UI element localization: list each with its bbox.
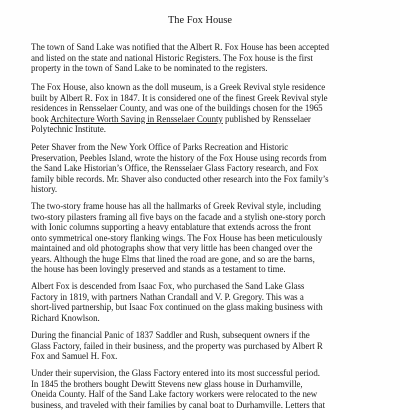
- text-line: built by Albert R. Fox in 1847. It is considered one of the finest Greek Revival style: [31, 93, 385, 104]
- text-line: Polytechnic Institute.: [31, 124, 385, 135]
- text-line-with-book-title: [31, 114, 385, 125]
- book-title-prefix: book: [31, 114, 50, 124]
- text-line: Factory in 1819, with partners Nathan Crandall and V. P. Gregory. This was a: [31, 292, 385, 303]
- text-line: The Fox House, also known as the doll museum, is a Greek Revival style residence: [31, 82, 385, 93]
- paragraph-albert-fox: [31, 281, 385, 323]
- text-line: Glass Factory, failed in their business, and the property was purchased by Albert R: [31, 341, 385, 352]
- text-line: the house has been lovingly preserved and stands as a testament to time.: [31, 264, 385, 275]
- paragraph-doll-museum: [31, 82, 385, 135]
- text-line: Preservation, Peebles Island, wrote the history of the Fox House using records from: [31, 153, 385, 164]
- text-line: the Sand Lake Historian’s Office, the Rensselaer Glass Factory research, and Fox: [31, 163, 385, 174]
- text-line: and listed on the state and national Historic Registers. The Fox house is the first: [31, 53, 385, 64]
- text-line: Under their supervision, the Glass Factory entered into its most successful period.: [31, 368, 385, 379]
- text-line: two-story pilasters framing all five bays on the facade and a stylish one-story porch: [31, 212, 385, 223]
- text-line: short-lived partnership, but Isaac Fox continued on the glass making business with: [31, 302, 385, 313]
- text-line: years. Although the huge Elms that lined the road are gone, and so are the barns,: [31, 254, 385, 265]
- paragraph-frame-house: [31, 201, 385, 275]
- text-line: Richard Knowlson.: [31, 313, 385, 324]
- paragraph-peter-shaver: [31, 142, 385, 195]
- text-line: family bible records. Mr. Shaver also conducted other research into the Fox family’s: [31, 174, 385, 185]
- text-line: During the financial Panic of 1837 Saddler and Rush, subsequent owners if the: [31, 330, 385, 341]
- document-title: The Fox House: [0, 15, 400, 27]
- book-title-suffix: published by Rensselaer: [223, 114, 311, 124]
- text-line: The two-story frame house has all the hallmarks of Greek Revival style, including: [31, 201, 385, 212]
- text-line: residences in Rensselaer County, and was one of the buildings chosen for the 1965: [31, 103, 385, 114]
- text-line: Oneida County. Half of the Sand Lake factory workers were relocated to the new: [31, 389, 385, 400]
- text-line: business, and traveled with their families by canal boat to Durhamville. Letters that: [31, 400, 385, 410]
- text-line: Albert Fox is descended from Isaac Fox, who purchased the Sand Lake Glass: [31, 281, 385, 292]
- text-line: Fox and Samuel H. Fox.: [31, 351, 385, 362]
- paragraph-registers: [31, 42, 385, 74]
- text-line: with Ionic columns supporting a heavy entablature that extends across the front: [31, 222, 385, 233]
- paragraph-panic-1837: [31, 330, 385, 362]
- text-line: history.: [31, 184, 385, 195]
- text-line: In 1845 the brothers bought Dewitt Stevens new glass house in Durhamville,: [31, 379, 385, 390]
- text-line: The town of Sand Lake was notified that the Albert R. Fox House has been accepted: [31, 42, 385, 53]
- text-line: maintained and old photographs show that very little has been changed over the: [31, 243, 385, 254]
- paragraph-successful-period: [31, 368, 385, 410]
- book-title-underlined: Architecture Worth Saving in Rensselaer County: [50, 114, 222, 124]
- text-line: Peter Shaver from the New York Office of Parks Recreation and Historic: [31, 142, 385, 153]
- text-line: property in the town of Sand Lake to be nominated to the registers.: [31, 63, 385, 74]
- text-line: onto symmetrical one-story flanking wings. The Fox House has been meticulously: [31, 233, 385, 244]
